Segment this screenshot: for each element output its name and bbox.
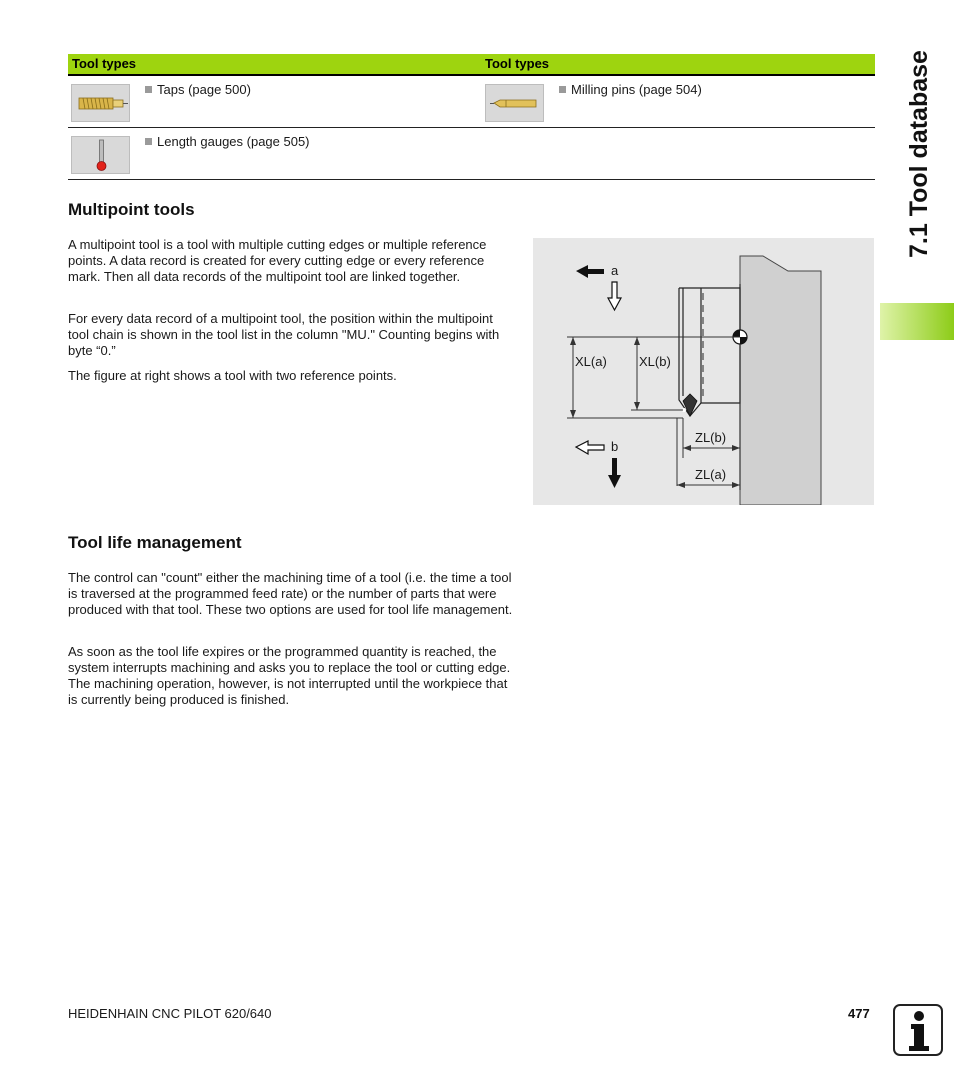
table-cell-milling-pins: Milling pins (page 504) bbox=[559, 82, 702, 97]
figure-label-zlb: ZL(b) bbox=[695, 430, 727, 445]
page-number: 477 bbox=[848, 1006, 870, 1021]
section-heading-tool-life: Tool life management bbox=[68, 533, 242, 552]
paragraph-multipoint-3: The figure at right shows a tool with two reference points. bbox=[68, 368, 397, 383]
tap-icon bbox=[71, 84, 130, 122]
table-cell-length-gauges: Length gauges (page 505) bbox=[145, 134, 310, 149]
section-heading-multipoint: Multipoint tools bbox=[68, 200, 195, 219]
table-bottom-border bbox=[68, 179, 875, 180]
chapter-side-title-text: 7.1 Tool database bbox=[905, 50, 933, 258]
paragraph-multipoint-1: A multipoint tool is a tool with multiple cutting edges or multiple reference points. A data record is created for every cutting edge or every reference mark. Then all data records of the multipoint tool are linked together. bbox=[68, 237, 487, 284]
tool-types-table-header bbox=[68, 54, 875, 76]
figure-label-b: b bbox=[611, 439, 619, 454]
milling-pin-icon bbox=[485, 84, 544, 122]
bullet-icon bbox=[145, 86, 152, 93]
figure-label-xla: XL(a) bbox=[575, 354, 607, 369]
paragraph-multipoint-2: For every data record of a multipoint tool, the position within the multipoint tool chain is shown in the tool list in the column "MU." Counting begins with byte “0.” bbox=[68, 311, 500, 358]
table-row-divider bbox=[68, 127, 875, 128]
column-header-right: Tool types bbox=[485, 56, 550, 71]
paragraph-tool-life-1: The control can "count" either the machining time of a tool (i.e. the time a tool is traversed at the programmed feed rate) or the number of parts that were produced with that tool. These two options are used for tool life management. bbox=[68, 570, 513, 617]
multipoint-tool-figure bbox=[533, 238, 874, 505]
figure-label-zla: ZL(a) bbox=[695, 467, 727, 482]
footer-product-name: HEIDENHAIN CNC PILOT 620/640 bbox=[68, 1006, 272, 1021]
figure-label-a: a bbox=[611, 263, 619, 278]
info-icon bbox=[893, 1004, 943, 1056]
chapter-side-title bbox=[887, 50, 945, 265]
paragraph-tool-life-2: As soon as the tool life expires or the programmed quantity is reached, the system interrupts machining and asks you to replace the tool or cutting edge. The machining operation, however, is not interrupted until the workpiece that is currently being produced is finished. bbox=[68, 644, 511, 707]
bullet-icon bbox=[145, 138, 152, 145]
bullet-icon bbox=[559, 86, 566, 93]
column-header-left: Tool types bbox=[72, 56, 137, 71]
table-cell-taps: Taps (page 500) bbox=[145, 82, 251, 97]
chapter-tab-marker bbox=[880, 303, 954, 340]
figure-label-xlb: XL(b) bbox=[639, 354, 671, 369]
length-gauge-icon bbox=[71, 136, 130, 174]
